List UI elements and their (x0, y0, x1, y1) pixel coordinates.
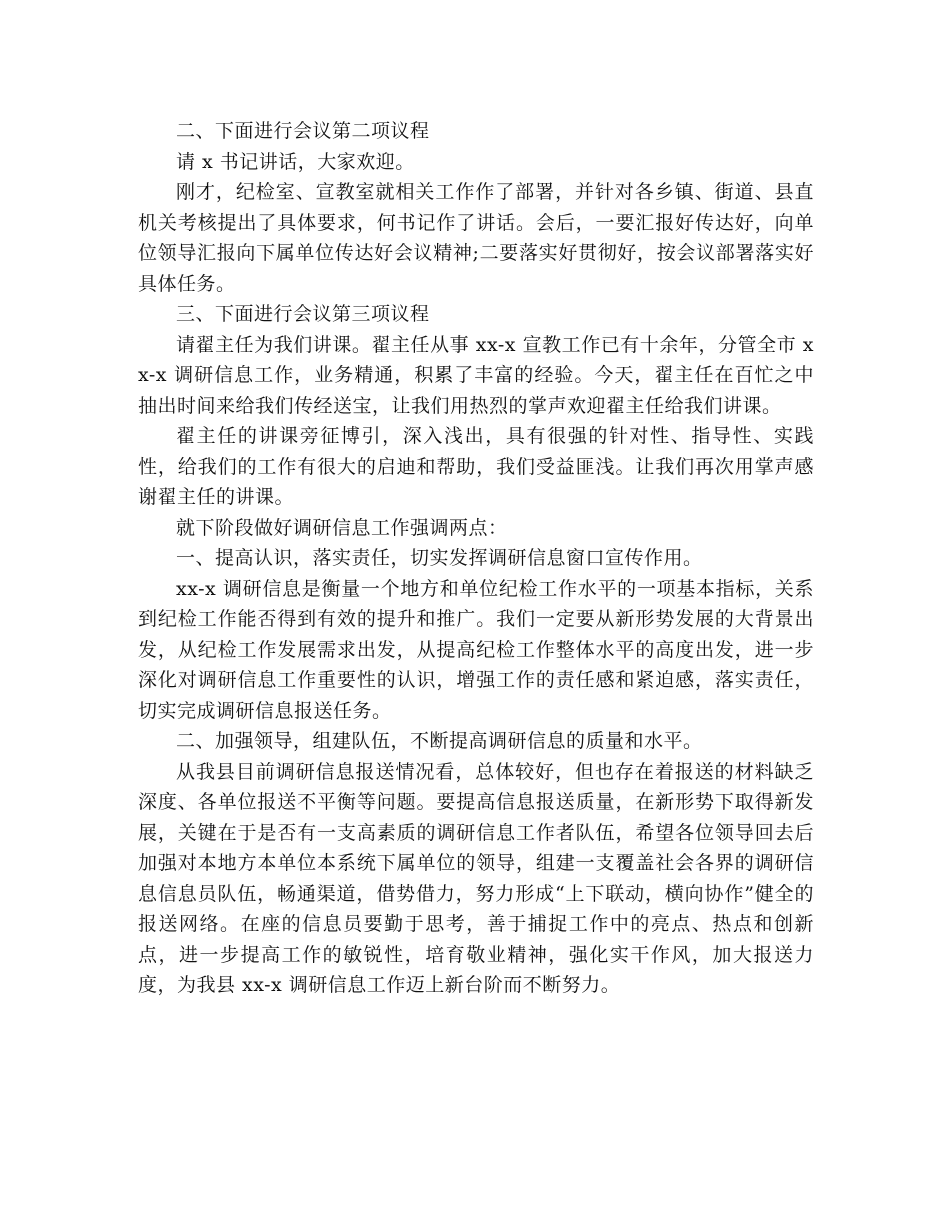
paragraph: 翟主任的讲课旁征博引，深入浅出，具有很强的针对性、指导性、实践性，给我们的工作有很大的启迪和帮助，我们受益匪浅。让我们再次用掌声感谢翟主任的讲课。 (138, 425, 814, 508)
paragraph: 请 x 书记讲话，大家欢迎。 (176, 150, 415, 173)
paragraph: xx-x 调研信息是衡量一个地方和单位纪检工作水平的一项基本指标，关系到纪检工作能否得到有效的提升和推广。我们一定要从新形势发展的大背景出发，从纪检工作发展需求出发，从提高纪检工作整体水平的高度出发，进一步深化对调研信息工作重要性的认识，增强工作的责任感和紧迫感，落实责任，切实完成调研信息报送任务。 (138, 577, 814, 722)
paragraph: 请翟主任为我们讲课。翟主任从事 xx-x 宣教工作已有十余年，分管全市 xx-x 调研信息工作，业务精通，积累了丰富的经验。今天，翟主任在百忙之中抽出时间来给我们传经送宝，让我们用热烈的掌声欢迎翟主任给我们讲课。 (138, 333, 814, 417)
paragraph: 就下阶段做好调研信息工作强调两点： (176, 516, 508, 539)
paragraph: 刚才，纪检室、宣教室就相关工作作了部署，并针对各乡镇、街道、县直机关考核提出了具体要求，何书记作了讲话。会后，一要汇报好传达好，向单位领导汇报向下属单位传达好会议精神;二要落实好贯彻好，按会议部署落实好具体任务。 (138, 181, 814, 295)
point-heading: 二、加强领导，组建队伍，不断提高调研信息的质量和水平。 (176, 730, 703, 752)
section-heading: 二、下面进行会议第二项议程 (176, 120, 430, 142)
section-heading: 三、下面进行会议第三项议程 (176, 303, 430, 325)
paragraph: 从我县目前调研信息报送情况看，总体较好，但也存在着报送的材料缺乏深度、各单位报送不平衡等问题。要提高信息报送质量，在新形势下取得新发展，关键在于是否有一支高素质的调研信息工作者队伍，希望各位领导回去后加强对本地方本单位本系统下属单位的领导，组建一支覆盖社会各界的调研信息信息员队伍，畅通渠道，借势借力，努力形成“上下联动，横向协作”健全的报送网络。在座的信息员要勤于思考，善于捕捉工作中的亮点、热点和创新点，进一步提高工作的敏锐性，培育敬业精神，强化实干作风，加大报送力度，为我县 xx-x 调研信息工作迈上新台阶而不断努力。 (138, 760, 814, 996)
point-heading: 一、提高认识，落实责任，切实发挥调研信息窗口宣传作用。 (176, 547, 703, 569)
document-body (138, 116, 814, 1001)
